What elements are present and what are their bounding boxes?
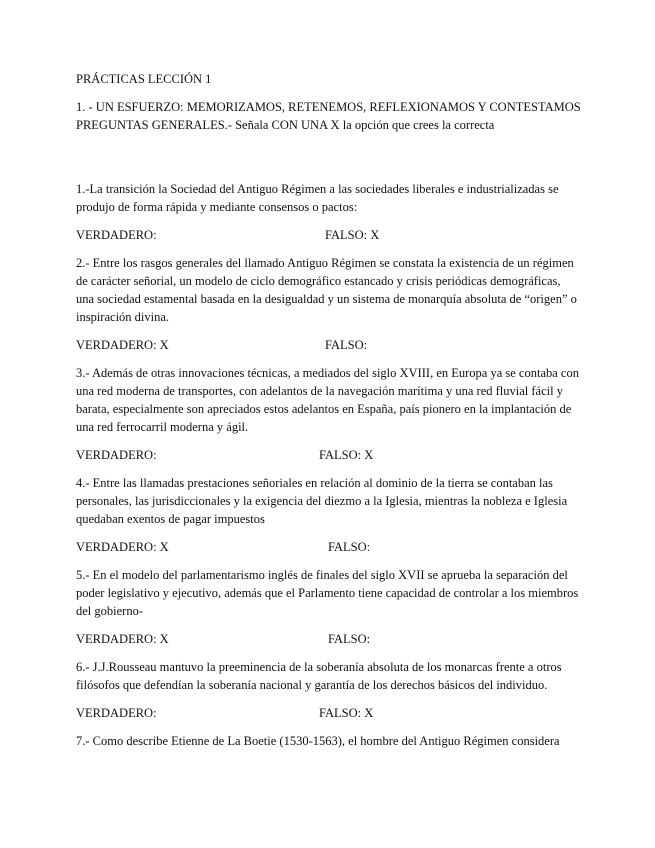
question-7-text: 7.- Como describe Etienne de La Boetie (1530-1563), el hombre del Antiguo Régimen considera [76, 734, 560, 748]
question-3-text: 3.- Además de otras innovaciones técnicas, a mediados del siglo XVIII, en Europa ya se contaba con una red moderna de transportes, con adelantos de la navegación marítima y una red fluvial fácil y barata, especialmente son apreciados estos adelantos en España, país pionero en la implantación de una red ferrocarril moderna y ágil. [76, 366, 579, 434]
question-1-true-option: VERDADERO: [76, 228, 157, 242]
question-3-false-option: FALSO: X [319, 448, 374, 462]
question-6-true-option: VERDADERO: [76, 706, 157, 720]
question-4-false-option: FALSO: [328, 540, 371, 554]
question-2-false-option: FALSO: [325, 338, 368, 352]
question-5-answers [76, 630, 581, 648]
question-1-answers [76, 226, 581, 244]
question-4-text: 4.- Entre las llamadas prestaciones señoriales en relación al dominio de la tierra se contaban las personales, las jurisdiccionales y la exigencia del diezmo a la Iglesia, mientras la nobleza e Iglesia quedaban exentos de pagar impuestos [76, 476, 568, 526]
question-5-false-option: FALSO: [328, 632, 371, 646]
question-1-text: 1.-La transición la Sociedad del Antiguo Régimen a las sociedades liberales e industrializadas se produjo de forma rápida y mediante consensos o pactos: [76, 182, 559, 214]
question-6-text: 6.- J.J.Rousseau mantuvo la preeminencia de la soberanía absoluta de los monarcas frente a otros filósofos que defendían la soberanía nacional y garantía de los derechos básicos del individuo. [76, 660, 562, 692]
question-3-answers [76, 446, 581, 464]
question-5-true-option: VERDADERO: X [76, 632, 169, 646]
question-2-true-option: VERDADERO: X [76, 338, 169, 352]
question-3-true-option: VERDADERO: [76, 448, 157, 462]
question-6-answers [76, 704, 581, 722]
question-1-false-option: FALSO: X [325, 228, 380, 242]
document-page [76, 70, 581, 750]
question-5-text: 5.- En el modelo del parlamentarismo inglés de finales del siglo XVII se aprueba la separación del poder legislativo y ejecutivo, además que el Parlamento tiene capacidad de controlar a los miembros del gobierno- [76, 568, 579, 618]
question-4-true-option: VERDADERO: X [76, 540, 169, 554]
question-6-false-option: FALSO: X [319, 706, 374, 720]
question-2-text: 2.- Entre los rasgos generales del llamado Antiguo Régimen se constata la existencia de un régimen de carácter señorial, un modelo de ciclo demográfico estancado y crisis periódicas demográficas, una sociedad estamental basada en la desigualdad y un sistema de monarquía absoluta de “origen” o inspiración divina. [76, 256, 577, 324]
exercise-instructions: 1. - UN ESFUERZO: MEMORIZAMOS, RETENEMOS, REFLEXIONAMOS Y CONTESTAMOS PREGUNTAS GENERALES.- Señala CON UNA X la opción que crees la correcta [76, 100, 581, 132]
question-4-answers [76, 538, 581, 556]
question-2-answers [76, 336, 581, 354]
page-title: PRÁCTICAS LECCIÓN 1 [76, 72, 212, 86]
